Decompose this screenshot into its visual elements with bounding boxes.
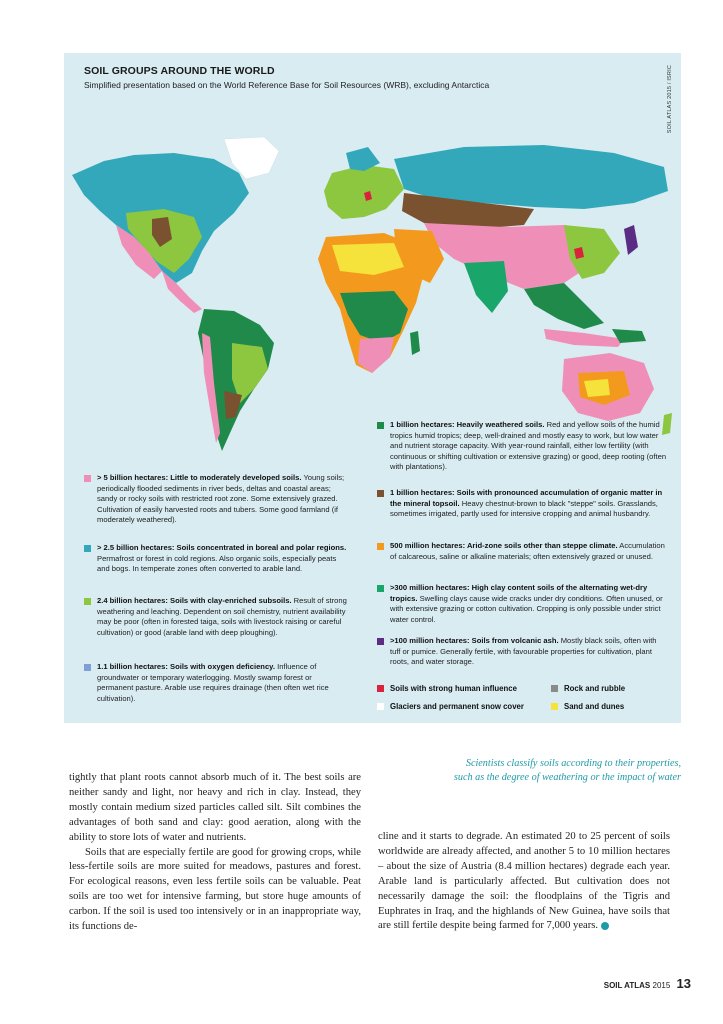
legend-desc: Accumulation of calcareous, saline or alkaline materials; often extensively grazed or unused. [390, 541, 665, 561]
swatch-red [377, 685, 384, 692]
australia-sand [584, 379, 610, 397]
footer-year: 2015 [652, 981, 671, 990]
footer-label: SOIL ATLAS [603, 981, 651, 990]
japan [624, 225, 638, 255]
swatch-orange [377, 543, 384, 550]
body-column-right [378, 830, 670, 934]
paragraph-text: cline and it starts to degrade. An estimated 20 to 25 percent of soils worldwide are already affected, and another 5 to 10 million hectares – about the size of Austria (8.4 million hectares) degrade each year. Arable land is particularly affected. But cultivation does not necessarily damage the soil: the floodplains of the Tigris and Euphrates in Iraq, and the highlands of New Guinea, have soils that are still fertile despite being farmed for 7,000 years. [378, 831, 670, 932]
legend-rock-rubble [551, 684, 625, 693]
swatch-blue [84, 664, 91, 671]
madagascar [410, 331, 420, 355]
legend-label: Rock and rubble [564, 684, 626, 693]
body-column-left [69, 771, 361, 935]
legend-title: >300 million hectares: High clay content soils of the alternating wet-dry tropics. [390, 583, 648, 603]
swatch-seagreen [377, 585, 384, 592]
swatch-teal [84, 545, 91, 552]
credit-line: SOIL ATLAS 2015 / ISRIC [667, 65, 673, 134]
legend-desc: Result of strong weathering and leaching. Dependent on soil chemistry, nutrient availability may be poor (often in forested taiga, soils with livestock raising or careful cultivation) or good (arable land with deep ploughing). [97, 596, 347, 637]
swatch-purple [377, 638, 384, 645]
legend-title: 1.1 billion hectares: Soils with oxygen deficiency. [97, 662, 275, 671]
legend-desc: Swelling clays cause wide cracks under dry conditions. Often unused, or with extensive grazing or cotton cultivation. Cropping is only possible under strict water control. [390, 593, 663, 624]
legend-desc: Heavy chestnut-brown to black "steppe" soils. Grasslands, sometimes irrigated, partly used for intensive cropping and animal husbandry. [390, 498, 658, 519]
legend-desc: Young soils; periodically flooded sediments in river beds, deltas and coastal areas; sandy or rocky soils with restricted root zone. Some extensively grazed. Cultivation of easily harvested roots and tubers. Some good farmland (if moderately weathered). [97, 473, 345, 525]
swatch-green [84, 598, 91, 605]
swatch-yellow [551, 703, 558, 710]
indonesia [544, 329, 624, 347]
legend-label: Glaciers and permanent snow cover [390, 702, 524, 711]
panel-title: SOIL GROUPS AROUND THE WORLD [84, 65, 275, 77]
swatch-darkgreen [377, 422, 384, 429]
legend-human-influence [377, 684, 517, 693]
paragraph: tightly that plant roots cannot absorb much of it. The best soils are neither sandy and light, nor heavy and rich in clay. Instead, they mostly contain medium sized particles called silt. Silt combines the advantages of both sand and clay: good aeration, along with the ability to store lots of water and nutrients. [69, 772, 361, 843]
legend-item-heavily-weathered [377, 420, 669, 473]
legend-title: 1 billion hectares: Soils with pronounced accumulation of organic matter in the mineral topsoil. [390, 488, 663, 508]
legend-label: Sand and dunes [564, 702, 625, 711]
legend-title: > 2.5 billion hectares: Soils concentrated in boreal and polar regions. [97, 543, 347, 552]
legend-item-little-developed [84, 473, 349, 526]
swatch-pink [84, 475, 91, 482]
legend-item-oxygen-deficiency [84, 662, 349, 704]
legend-desc: Influence of groundwater or temporary waterlogging. Mostly swamp forest or permanent pasture. Arable use requires drainage (then often wet rice cultivation). [97, 662, 329, 703]
page-number: 13 [676, 976, 691, 991]
page-footer [604, 976, 691, 991]
figure-caption: Scientists classify soils according to their properties, such as the degree of weathering or the impact of water [453, 758, 681, 783]
legend-desc: Permafrost or forest in cold regions. Also organic soils, especially peats and bogs. In temperate zones often converted to arable land. [97, 553, 337, 574]
legend-title: 1 billion hectares: Heavily weathered soils. [390, 420, 545, 429]
legend-desc: Red and yellow soils of the humid tropics humid tropics; deep, well-drained and mostly easy to work, but low water and nutrient storage capacity. With year-round rainfall, either low fertility (with continuous or shifting cultivation or extensive grazing) or good, deep rooting (often with plantations). [390, 420, 667, 472]
legend-sand-dunes [551, 702, 624, 711]
legend-title: > 5 billion hectares: Little to moderately developed soils. [97, 473, 302, 482]
southeast-asia [524, 283, 604, 329]
europe [324, 165, 404, 219]
paragraph [378, 830, 670, 934]
legend-item-clay-enriched [84, 596, 349, 638]
legend-item-organic-matter [377, 488, 669, 520]
legend-item-arid-zone [377, 541, 669, 562]
swatch-grey [551, 685, 558, 692]
legend-label: Soils with strong human influence [390, 684, 517, 693]
end-mark-icon [601, 922, 609, 930]
panel-subtitle: Simplified presentation based on the World Reference Base for Soil Resources (WRB), excluding Antarctica [84, 80, 490, 90]
legend-glaciers [377, 702, 524, 711]
india [464, 261, 508, 313]
legend-item-boreal-polar [84, 543, 349, 575]
legend-title: 500 million hectares: Arid-zone soils other than steppe climate. [390, 541, 618, 550]
legend-title: 2.4 billion hectares: Soils with clay-enriched subsoils. [97, 596, 292, 605]
legend-item-volcanic-ash [377, 636, 669, 668]
swatch-white [377, 703, 384, 710]
soil-map-panel [64, 53, 681, 723]
legend-desc: Mostly black soils, often with tuff or pumice. Generally fertile, with favourable properties for cultivation, plant roots, and water storage. [390, 636, 657, 667]
paragraph: Soils that are especially fertile are good for growing crops, while less-fertile soils are more suited for meadows, pastures and forest. For ecological reasons, even less fertile soils can be valuable. Peat soils are too wet for intensive farming, but store huge amounts of carbon. If the soil is used too intensively or in an inappropriate way, its functions de- [69, 846, 361, 933]
legend-item-high-clay [377, 583, 669, 625]
swatch-brown [377, 490, 384, 497]
legend-title: >100 million hectares: Soils from volcanic ash. [390, 636, 559, 645]
